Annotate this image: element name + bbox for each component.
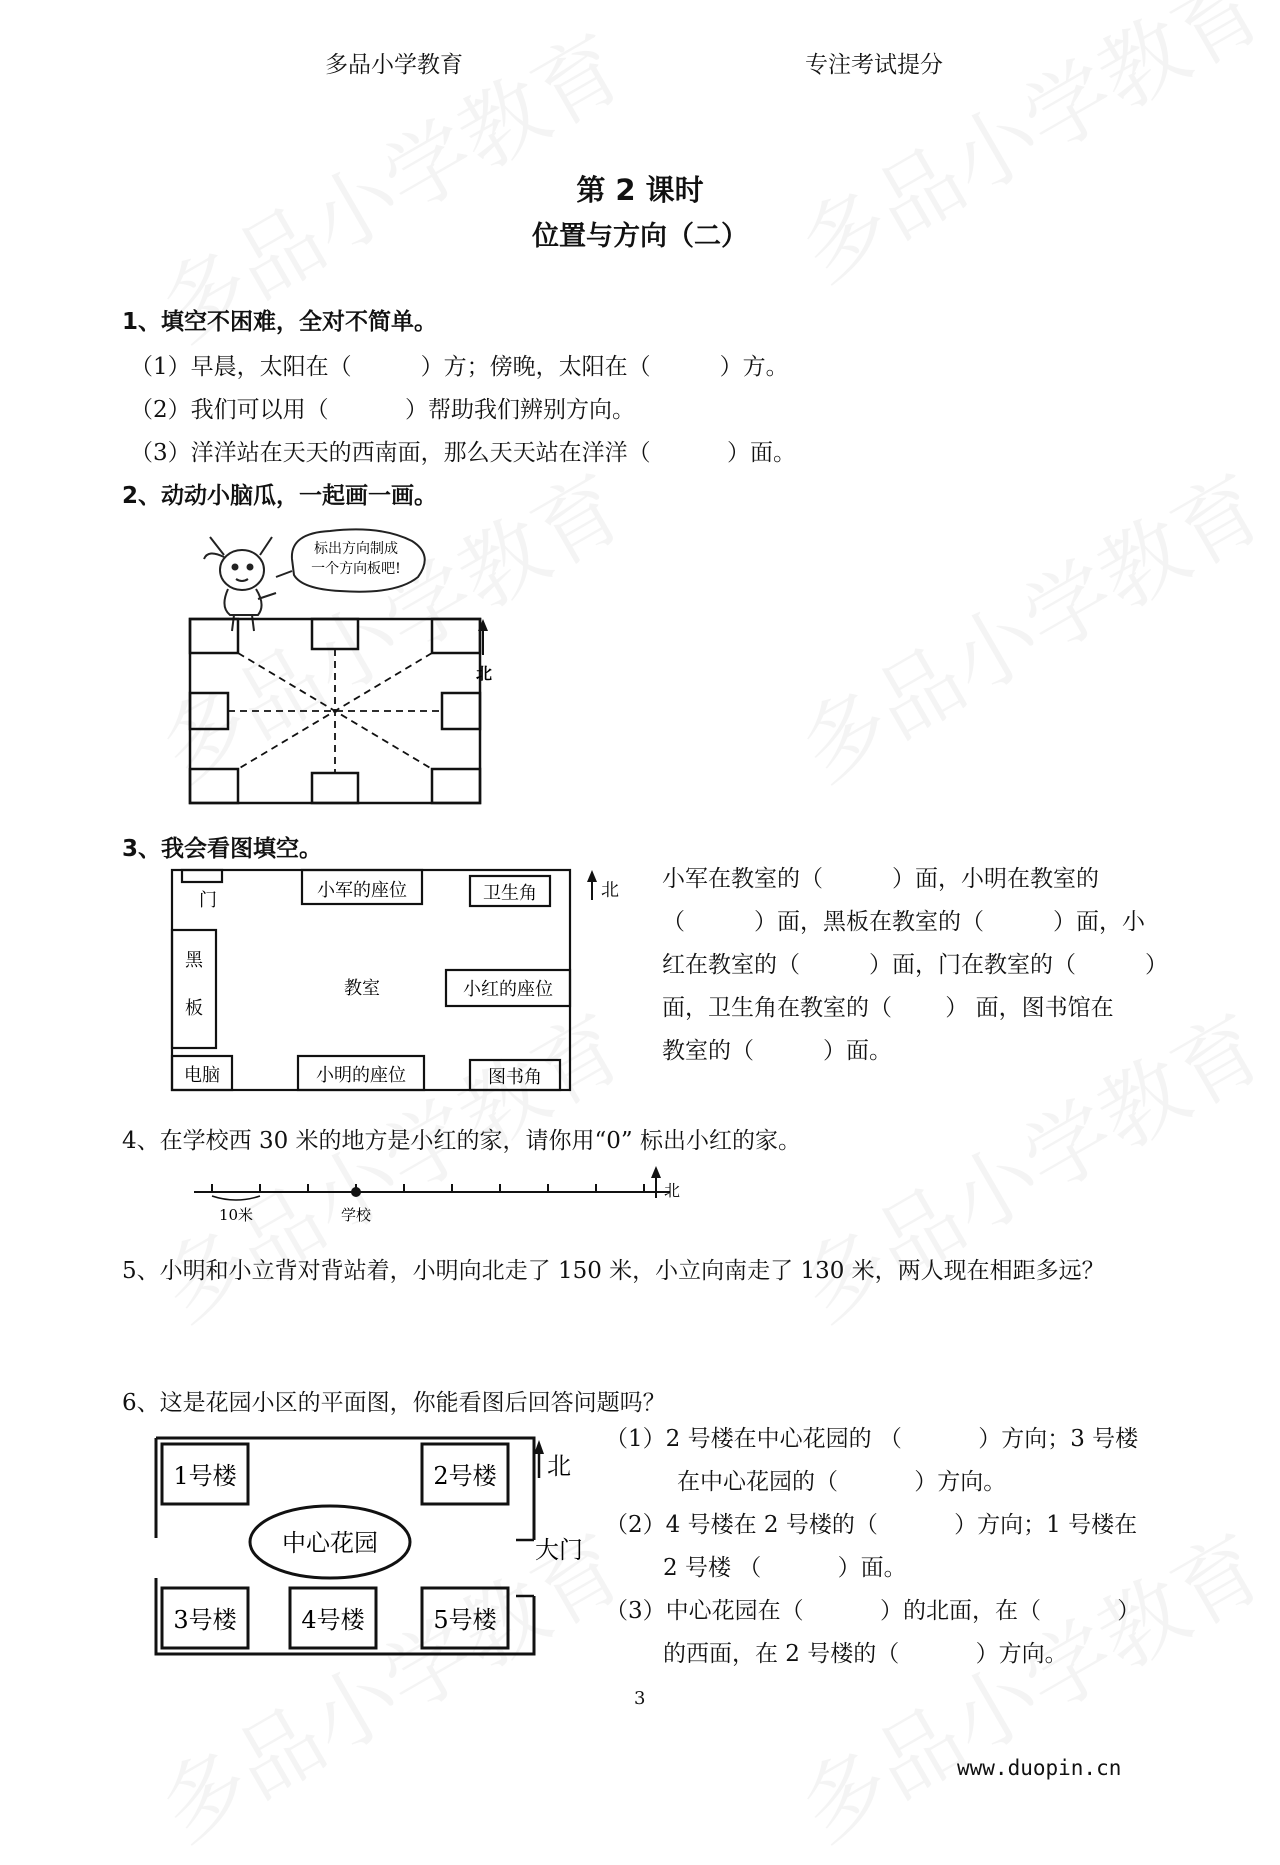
north-label: 北 bbox=[664, 1181, 681, 1200]
toilet-corner: 卫生角 bbox=[483, 883, 537, 904]
school-point bbox=[351, 1187, 361, 1197]
page-number: 3 bbox=[634, 1688, 646, 1709]
q6-heading: 6、这是花园小区的平面图，你能看图后回答问题吗？ bbox=[122, 1390, 666, 1416]
north-arrow-icon bbox=[587, 870, 597, 900]
q6-line-5: （3）中心花园在（ ）的北面，在（ ） bbox=[605, 1598, 1141, 1624]
bubble-text-2: 一个方向板吧! bbox=[311, 561, 401, 577]
q3-line-3: 红在教室的（ ）面，门在教室的（ ） bbox=[662, 952, 1168, 978]
central-garden: 中心花园 bbox=[282, 1529, 378, 1557]
q3-heading: 3、我会看图填空。 bbox=[122, 836, 323, 862]
direction-board-figure bbox=[180, 515, 510, 815]
north-label: 北 bbox=[601, 880, 619, 901]
q6-line-1: （1）2 号楼在中心花园的 （ ）方向；3 号楼 bbox=[605, 1426, 1139, 1452]
header-left: 多品小学教育 bbox=[325, 52, 463, 78]
building-5: 5号楼 bbox=[433, 1606, 497, 1634]
gate-label: 大门 bbox=[535, 1536, 583, 1564]
q6-line-3: （2）4 号楼在 2 号楼的（ ）方向；1 号楼在 bbox=[605, 1512, 1138, 1538]
q6-text bbox=[605, 1418, 1205, 1676]
q1-item-1: （1）早晨，太阳在（ ）方；傍晚，太阳在（ ）方。 bbox=[130, 354, 789, 380]
q3-line-2: （ ）面，黑板在教室的（ ）面，小 bbox=[662, 909, 1145, 935]
q2-heading: 2、动动小脑瓜，一起画一画。 bbox=[122, 483, 438, 509]
door-label: 门 bbox=[199, 890, 217, 911]
q1-heading: 1、填空不困难，全对不简单。 bbox=[122, 309, 438, 335]
q3-text bbox=[662, 858, 1182, 1073]
building-4: 4号楼 bbox=[301, 1606, 365, 1634]
classroom-label: 教室 bbox=[344, 978, 380, 999]
footer-url: www.duopin.cn bbox=[957, 1756, 1122, 1780]
north-arrow-icon bbox=[651, 1166, 661, 1198]
scale-brace bbox=[212, 1196, 260, 1200]
watermark bbox=[774, 439, 1280, 804]
scale-label: 10米 bbox=[218, 1206, 254, 1224]
blackboard-label-2: 板 bbox=[185, 998, 203, 1019]
q1-item-3: （3）洋洋站在天天的西南面，那么天天站在洋洋（ ）面。 bbox=[130, 440, 796, 466]
building-3: 3号楼 bbox=[173, 1606, 237, 1634]
garden-map bbox=[150, 1428, 600, 1668]
school-label: 学校 bbox=[340, 1206, 372, 1224]
number-line-figure bbox=[190, 1158, 710, 1228]
q6-line-6: 的西面，在 2 号楼的（ ）方向。 bbox=[663, 1641, 1068, 1667]
door bbox=[182, 870, 222, 882]
north-label: 北 bbox=[476, 664, 493, 683]
bubble-text-1: 标出方向制成 bbox=[314, 541, 398, 557]
building-1: 1号楼 bbox=[173, 1462, 237, 1490]
q3-line-5: 教室的（ ）面。 bbox=[662, 1038, 892, 1064]
q6-line-2: 在中心花园的（ ）方向。 bbox=[677, 1469, 1007, 1495]
building-2: 2号楼 bbox=[433, 1462, 497, 1490]
goat-icon bbox=[204, 537, 276, 631]
xiaoming-seat: 小明的座位 bbox=[316, 1065, 406, 1086]
q6-line-4: 2 号楼 （ ）面。 bbox=[663, 1555, 907, 1581]
library-corner: 图书角 bbox=[488, 1067, 542, 1088]
lesson-subtitle: 位置与方向（二） bbox=[532, 221, 748, 252]
xiaojun-seat: 小军的座位 bbox=[317, 880, 407, 901]
header-right: 专注考试提分 bbox=[805, 52, 943, 78]
q4-heading: 4、在学校西 30 米的地方是小红的家，请你用“0” 标出小红的家。 bbox=[122, 1128, 801, 1154]
q1-item-2: （2）我们可以用（ ）帮助我们辨别方向。 bbox=[130, 397, 635, 423]
q3-line-1: 小军在教室的（ ）面，小明在教室的 bbox=[662, 866, 1099, 892]
q5-heading: 5、小明和小立背对背站着，小明向北走了 150 米，小立向南走了 130 米，两人现在相距多远？ bbox=[122, 1258, 1105, 1284]
blackboard-label-1: 黑 bbox=[185, 950, 203, 971]
lesson-title: 第 2 课时 bbox=[576, 173, 704, 207]
xiaohong-seat: 小红的座位 bbox=[463, 979, 553, 1000]
computer-label: 电脑 bbox=[184, 1065, 220, 1086]
north-label: 北 bbox=[547, 1452, 571, 1480]
direction-dashed-lines bbox=[228, 649, 442, 773]
q3-line-4: 面，卫生角在教室的（ ） 面，图书馆在 bbox=[662, 995, 1114, 1021]
classroom-map bbox=[168, 866, 628, 1096]
